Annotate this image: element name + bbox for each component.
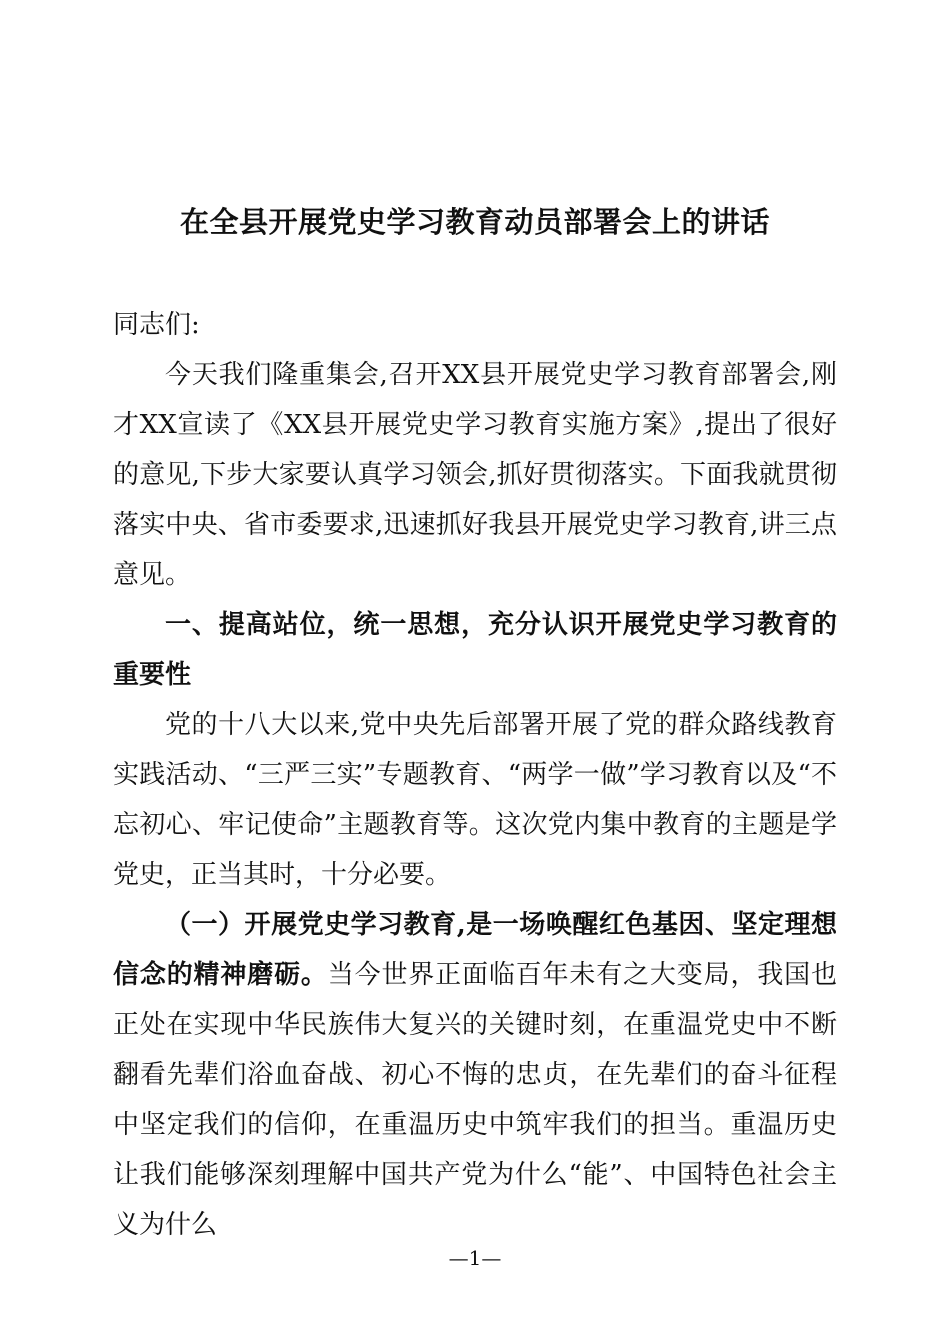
paragraph-intro: 今天我们隆重集会,召开XX县开展党史学习教育部署会,刚才XX宣读了《XX县开展党史学习教育实施方案》,提出了很好的意见,下步大家要认真学习领会,抓好贯彻落实。下面我就贯彻落实中央、省市委要求,迅速抓好我县开展党史学习教育,讲三点意见。 [113, 360, 837, 590]
document-body [113, 300, 837, 1250]
subsection-text: 当今世界正面临百年未有之大变局，我国也正处在实现中华民族伟大复兴的关键时刻，在重温党史中不断翻看先辈们浴血奋战、初心不悔的忠贞，在先辈们的奋斗征程中坚定我们的信仰，在重温历史中筑牢我们的担当。重温历史让我们能够深刻理解中国共产党为什么“能”、中国特色社会主义为什么 [113, 960, 837, 1240]
subsection-lead: （一）开展党史学习教育,是一场唤醒红色基因、坚定理想信念的精神磨砺。 [113, 910, 837, 990]
salutation: 同志们: [113, 310, 200, 340]
paragraph-background: 党的十八大以来,党中央先后部署开展了党的群众路线教育实践活动、“三严三实”专题教育、“两学一做”学习教育以及“不忘初心、牢记使命”主题教育等。这次党内集中教育的主题是学党史，正当其时，十分必要。 [113, 710, 837, 890]
page-number: —1— [448, 1246, 502, 1270]
section-heading-1: 一、提高站位，统一思想，充分认识开展党史学习教育的重要性 [113, 610, 837, 690]
paragraph-subsection-1 [113, 900, 837, 1250]
document-title: 在全县开展党史学习教育动员部署会上的讲话 [179, 205, 770, 239]
